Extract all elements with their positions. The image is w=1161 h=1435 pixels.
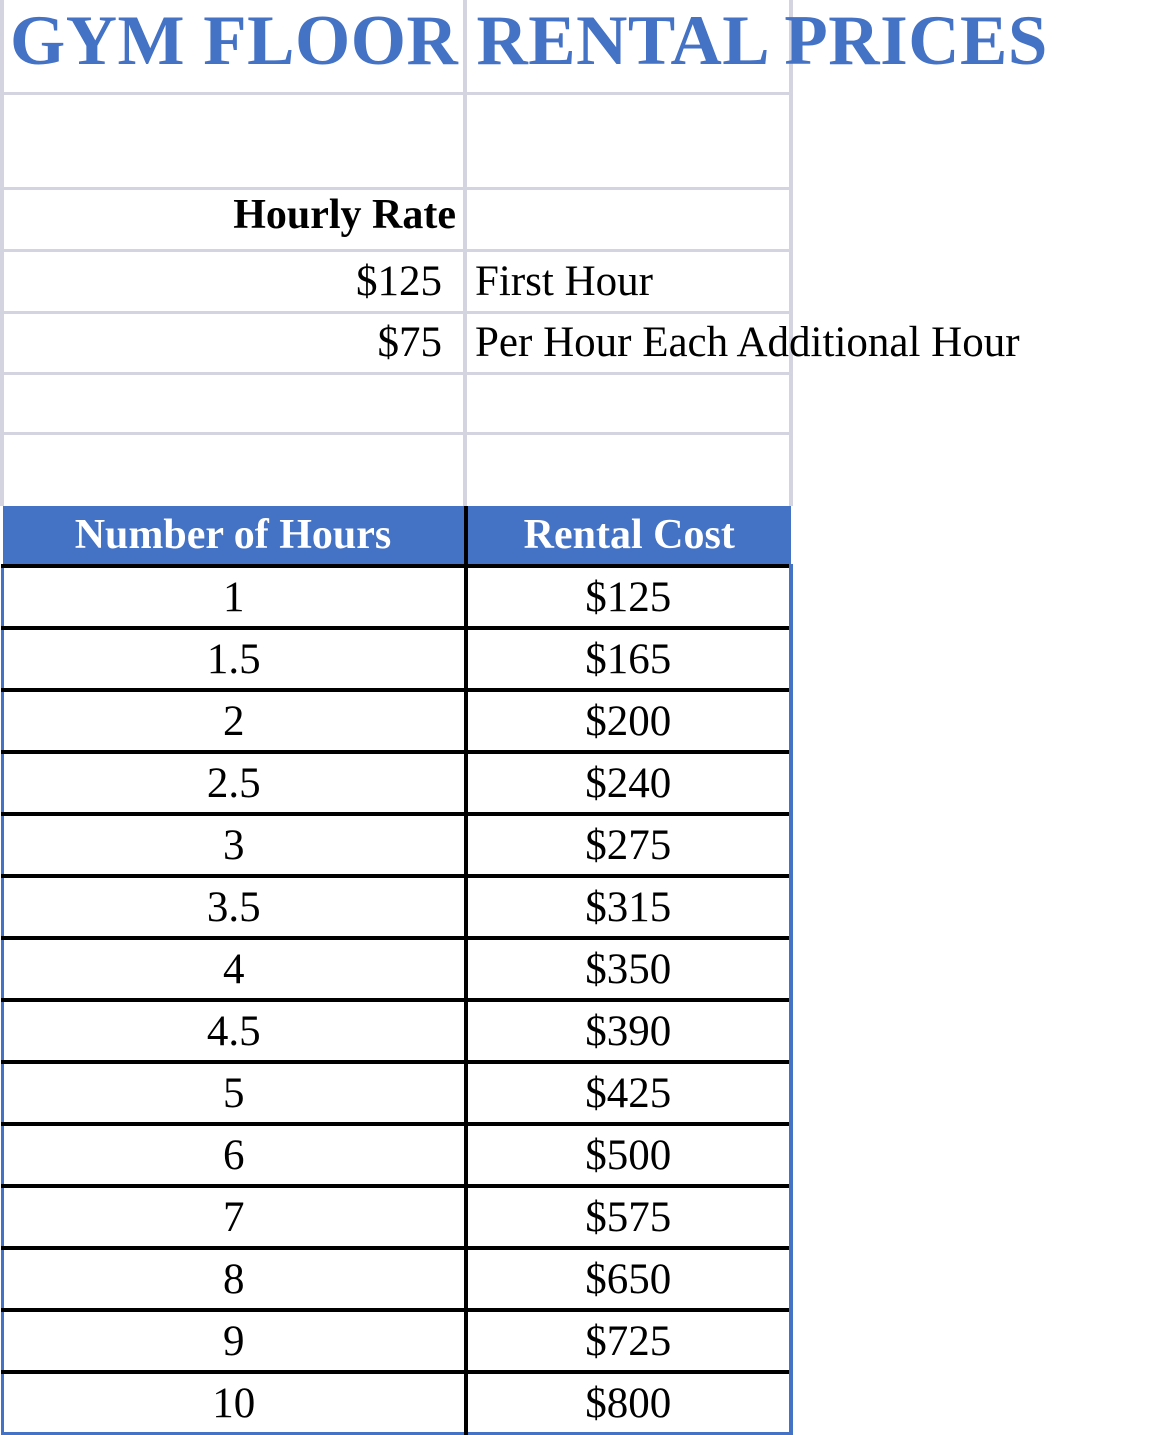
table-row xyxy=(3,752,792,814)
table-row xyxy=(3,1310,792,1372)
rate-amount-additional: $75 xyxy=(377,319,442,366)
grid-row-line xyxy=(0,311,793,314)
table-row xyxy=(3,566,792,628)
hours-cell: 2 xyxy=(3,690,466,752)
cost-cell: $390 xyxy=(466,1000,792,1062)
header-rental-cost: Rental Cost xyxy=(466,506,792,566)
hours-cell: 1.5 xyxy=(3,628,466,690)
grid-row-line xyxy=(0,92,793,95)
cost-cell: $275 xyxy=(466,814,792,876)
table-row xyxy=(3,1062,792,1124)
rate-description-first: First Hour xyxy=(475,258,653,305)
table-row xyxy=(3,628,792,690)
rate-description-additional: Per Hour Each Additional Hour xyxy=(475,319,1020,366)
grid-row-line xyxy=(0,372,793,375)
rental-price-table xyxy=(1,506,793,1435)
cost-cell: $650 xyxy=(466,1248,792,1310)
page-title: GYM FLOOR RENTAL PRICES xyxy=(10,2,1048,80)
hours-cell: 3 xyxy=(3,814,466,876)
table-row xyxy=(3,1124,792,1186)
cost-cell: $200 xyxy=(466,690,792,752)
cost-cell: $315 xyxy=(466,876,792,938)
cost-cell: $725 xyxy=(466,1310,792,1372)
table-row xyxy=(3,1248,792,1310)
grid-row-line xyxy=(0,432,793,435)
hours-cell: 3.5 xyxy=(3,876,466,938)
table-row xyxy=(3,1000,792,1062)
cost-cell: $800 xyxy=(466,1372,792,1434)
cost-cell: $575 xyxy=(466,1186,792,1248)
hours-cell: 8 xyxy=(3,1248,466,1310)
hours-cell: 9 xyxy=(3,1310,466,1372)
hours-cell: 6 xyxy=(3,1124,466,1186)
table-header-row xyxy=(3,506,792,566)
table-row xyxy=(3,814,792,876)
table-row xyxy=(3,938,792,1000)
table-row xyxy=(3,876,792,938)
table-row xyxy=(3,1372,792,1434)
header-number-of-hours: Number of Hours xyxy=(3,506,466,566)
hours-cell: 2.5 xyxy=(3,752,466,814)
hours-cell: 5 xyxy=(3,1062,466,1124)
grid-row-line xyxy=(0,187,793,190)
cost-cell: $425 xyxy=(466,1062,792,1124)
cost-cell: $350 xyxy=(466,938,792,1000)
rate-amount-first: $125 xyxy=(356,258,442,305)
cost-cell: $165 xyxy=(466,628,792,690)
cost-cell: $500 xyxy=(466,1124,792,1186)
grid-column-line xyxy=(0,0,4,506)
cost-cell: $240 xyxy=(466,752,792,814)
hours-cell: 4 xyxy=(3,938,466,1000)
hourly-rate-label: Hourly Rate xyxy=(233,192,456,238)
cost-cell: $125 xyxy=(466,566,792,628)
grid-row-line xyxy=(0,249,793,252)
hours-cell: 1 xyxy=(3,566,466,628)
table-row xyxy=(3,690,792,752)
hours-cell: 4.5 xyxy=(3,1000,466,1062)
table-row xyxy=(3,1186,792,1248)
hours-cell: 10 xyxy=(3,1372,466,1434)
hours-cell: 7 xyxy=(3,1186,466,1248)
